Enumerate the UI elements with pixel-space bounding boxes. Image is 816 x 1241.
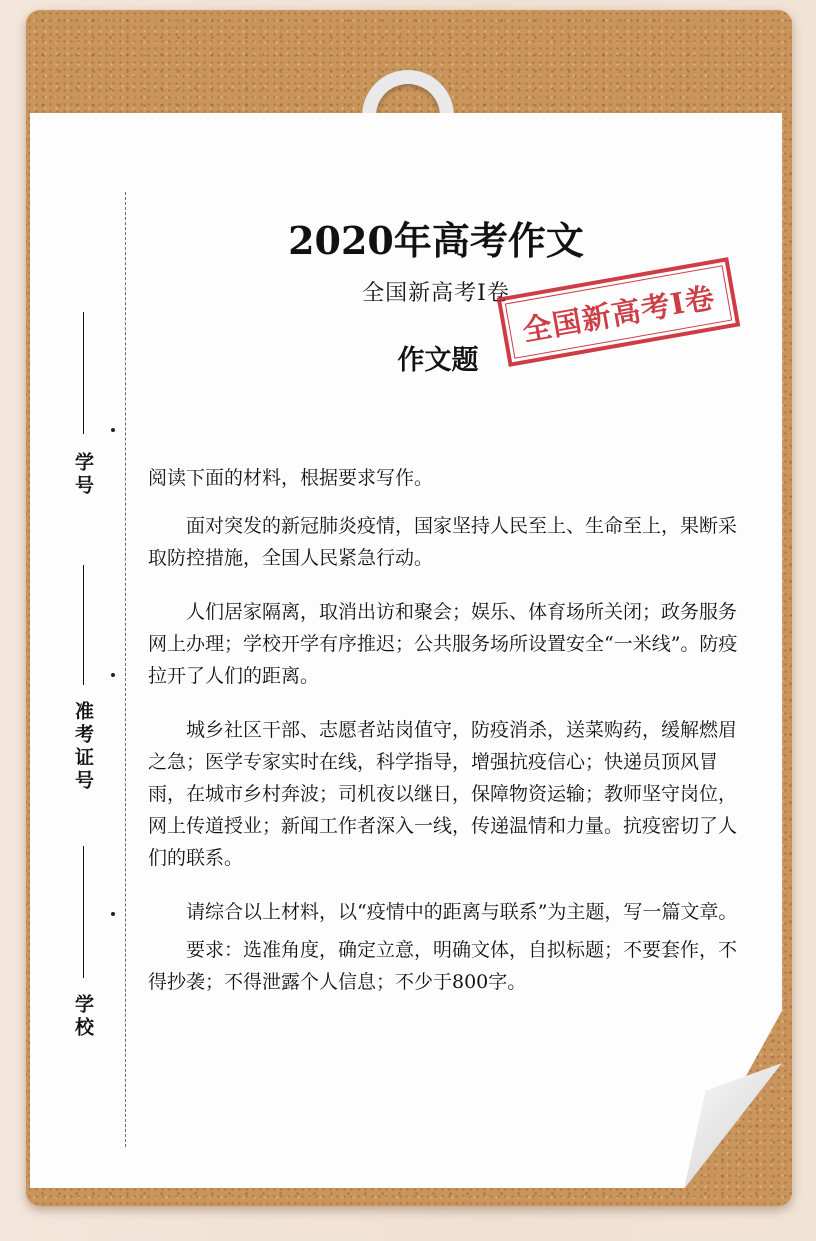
binding-dot xyxy=(111,428,115,432)
page-title: 2020年高考作文 xyxy=(288,218,584,263)
prompt-requirements: 要求：选准角度，确定立意，明确文体，自拟标题；不要套作，不得抄袭；不得泄露个人信息；不少于800字。 xyxy=(148,939,738,993)
prompt-paragraph: 城乡社区干部、志愿者站岗值守，防疫消杀，送菜购药，缓解燃眉之急；医学专家实时在线，科学指导，增强抗疫信心；快递员顶风冒雨，在城市乡村奔波；司机夜以继日，保障物资运输；教师坚守岗位，网上传道授业；新闻工作者深入一线，传递温情和力量。抗疫密切了人们的联系。 xyxy=(148,719,738,869)
school-label: 学校 xyxy=(72,994,94,1040)
red-stamp: 全国新高考Ⅰ卷 xyxy=(497,257,741,367)
exam-id-blank xyxy=(83,565,84,685)
exam-id-label: 准考证号 xyxy=(72,701,94,793)
school-blank xyxy=(83,846,84,978)
exam-id-field xyxy=(70,565,97,793)
prompt-paragraph: 人们居家隔离，取消出访和聚会；娱乐、体育场所关闭；政务服务网上办理；学校开学有序推迟；公共服务场所设置安全“一米线”。防疫拉开了人们的距离。 xyxy=(148,601,738,687)
prompt-paragraph: 请综合以上材料，以“疫情中的距离与联系”为主题，写一篇文章。 xyxy=(186,901,738,923)
binding-dot xyxy=(111,912,115,916)
binding-dotted-line xyxy=(125,192,126,1147)
essay-prompt xyxy=(148,462,748,998)
page-subtitle: 全国新高考Ⅰ卷 xyxy=(362,281,510,306)
prompt-intro: 阅读下面的材料，根据要求写作。 xyxy=(148,467,434,489)
prompt-paragraph: 面对突发的新冠肺炎疫情，国家坚持人民至上、生命至上，果断采取防控措施，全国人民紧急行动。 xyxy=(148,515,738,569)
student-id-label: 学号 xyxy=(72,452,94,498)
school-field xyxy=(70,846,97,1040)
section-title: 作文题 xyxy=(397,345,479,376)
binding-dot xyxy=(111,673,115,677)
